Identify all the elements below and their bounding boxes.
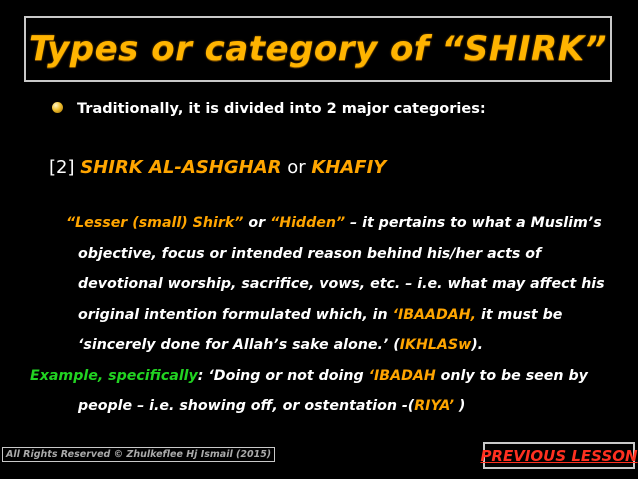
bullet-text: Traditionally, it is divided into 2 major categories: [77, 101, 486, 117]
slide-title: Types or category of “SHIRK” [29, 29, 607, 69]
body-line-1 [30, 208, 600, 239]
text-close-paren: ) [453, 398, 466, 414]
text-original-intention: original intention formulated which, in [78, 306, 393, 323]
term-lesser-shirk: “Lesser (small) Shirk” [66, 215, 244, 231]
bullet-row [52, 101, 486, 117]
heading-term-khafiy: KHAFIY [311, 157, 387, 178]
heading-term-ashghar: SHIRK AL-ASHGHAR [80, 157, 282, 178]
previous-lesson-button[interactable]: PREVIOUS LESSON [483, 442, 635, 469]
heading-number: [2] [49, 157, 81, 178]
body-line-7 [30, 391, 600, 422]
body-line-3: devotional worship, sacrifice, vows, etc. – i.e. what may affect his [78, 276, 605, 292]
body-paragraph [30, 208, 605, 422]
heading-connector: or [281, 157, 312, 178]
example-label: Example, specifically [30, 367, 198, 384]
body-line-5 [30, 330, 600, 361]
text-close: ). [471, 337, 484, 353]
term-ikhlas: IKHLASw [399, 337, 472, 353]
text-or: or [243, 215, 271, 231]
text-showing-off: people – i.e. showing off, or ostentation -( [78, 398, 415, 414]
term-ibaadah: ‘IBAADAH, [392, 306, 477, 323]
text-must-be: it must be [476, 306, 563, 323]
text-doing: : ‘Doing or not doing [197, 367, 369, 384]
category-heading [49, 157, 386, 178]
body-line-2: objective, focus or intended reason behind his/her acts of [78, 245, 542, 262]
bullet-orb-icon [52, 102, 63, 113]
term-hidden: “Hidden” [270, 215, 346, 231]
text-pertains: – it pertains to what a Muslim’s [345, 215, 602, 231]
copyright-notice: All Rights Reserved © Zhulkeflee Hj Ismail (2015) [2, 447, 275, 462]
title-box [24, 16, 612, 82]
body-line-4 [30, 300, 600, 331]
text-sincerely: ‘sincerely done for Allah’s sake alone.’ ( [78, 337, 400, 353]
term-riya: RIYA’ [414, 398, 454, 414]
body-line-6 [30, 361, 600, 392]
text-seen-by: only to be seen by [435, 367, 588, 384]
term-ibadah: ‘IBADAH [368, 367, 436, 384]
